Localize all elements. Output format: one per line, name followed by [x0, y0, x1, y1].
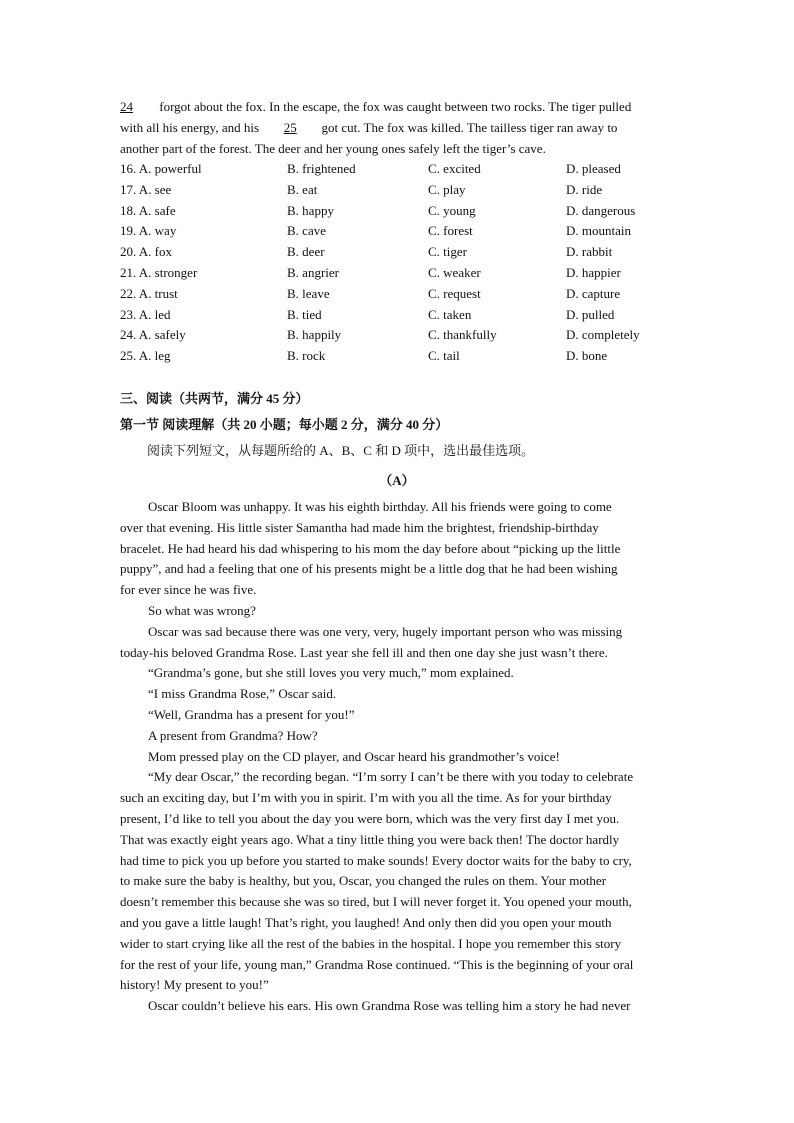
passage-line: So what was wrong? [148, 602, 256, 618]
option-row [120, 346, 680, 367]
option-choice: C. play [428, 181, 466, 197]
option-choice: B. cave [287, 223, 326, 239]
option-row [120, 325, 680, 346]
option-choice: B. eat [287, 181, 318, 197]
passage-line: and you gave a little laugh! That’s right, you laughed! And only then did you open your mouth [120, 914, 612, 930]
option-choice: C. young [428, 202, 476, 218]
intro-text: forgot about the fox. In the escape, the fox was caught between two rocks. The tiger pulled [159, 99, 632, 114]
passage-line: wider to start crying like all the rest of the babies in the hospital. I hope you remember this story [120, 935, 622, 951]
option-choice: D. happier [566, 264, 621, 280]
answer-options [120, 159, 680, 367]
option-choice: C. forest [428, 223, 473, 239]
passage-line: Mom pressed play on the CD player, and Oscar heard his grandmother’s voice! [148, 748, 560, 764]
option-choice: 25. A. leg [120, 348, 171, 364]
option-row [120, 284, 680, 305]
intro-line [120, 118, 680, 139]
option-choice: 20. A. fox [120, 244, 172, 260]
section-title: 三、阅读（共两节，满分 45 分） [120, 391, 309, 406]
intro-text: another part of the forest. The deer and her young ones safely left the tiger’s cave. [120, 140, 546, 156]
passage-line: “I miss Grandma Rose,” Oscar said. [148, 686, 337, 702]
passage-line: had time to pick you up before you started to make sounds! Every doctor waits for the baby to cry, [120, 852, 632, 868]
option-row [120, 221, 680, 242]
passage-line: bracelet. He had heard his dad whispering to his mom the day before about “picking up the little [120, 540, 621, 556]
option-choice: B. frightened [287, 161, 356, 176]
option-choice: B. deer [287, 244, 325, 260]
option-row [120, 180, 680, 201]
option-choice: C. request [428, 285, 481, 301]
option-choice: D. rabbit [566, 244, 613, 260]
option-choice: C. taken [428, 306, 472, 322]
option-row [120, 201, 680, 222]
passage-line: Oscar Bloom was unhappy. It was his eighth birthday. All his friends were going to come [148, 499, 612, 514]
blank-25: 25 [283, 119, 297, 135]
passage-line: That was exactly eight years ago. What a tiny little thing you were back then! The doctor hardly [120, 831, 620, 847]
option-choice: 17. A. see [120, 181, 172, 197]
passage-line: “Well, Grandma has a present for you!” [148, 706, 355, 722]
passage-line: today-his beloved Grandma Rose. Last year she fell ill and then one day she just wasn’t there. [120, 644, 608, 660]
option-choice: C. tiger [428, 244, 467, 260]
passage-line: present, I’d like to tell you about the day you were born, which was the very first day I met you. [120, 810, 620, 826]
intro-text: got cut. The fox was killed. The tailless tiger ran away to [321, 119, 618, 135]
option-choice: 21. A. stronger [120, 264, 198, 280]
option-choice: C. weaker [428, 264, 481, 280]
option-choice: B. rock [287, 348, 326, 364]
option-choice: D. bone [566, 348, 608, 364]
passage-line: “Grandma’s gone, but she still loves you very much,” mom explained. [148, 665, 514, 681]
option-choice: B. tied [287, 306, 322, 322]
passage-line: to make sure the baby is healthy, but you, Oscar, you changed the rules on them. Your mother [120, 873, 607, 889]
option-choice: D. completely [566, 327, 640, 343]
passage-line: puppy”, and had a feeling that one of his presents might be a little dog that he had been wishing [120, 561, 618, 577]
intro-line [120, 97, 680, 118]
option-row [120, 242, 680, 263]
option-choice: D. dangerous [566, 202, 636, 218]
reading-passage [120, 497, 680, 1017]
intro-text: with all his energy, and his [120, 119, 260, 135]
passage-line: over that evening. His little sister Samantha had made him the brightest, friendship-birthday [120, 519, 599, 535]
cloze-passage-ending [120, 97, 680, 159]
option-choice: D. ride [566, 181, 603, 197]
option-choice: 16. A. powerful [120, 161, 202, 176]
blank-24: 24 [120, 99, 133, 114]
option-choice: B. leave [287, 285, 330, 301]
intro-line [120, 139, 680, 160]
option-choice: 24. A. safely [120, 327, 186, 343]
passage-label: （A） [379, 473, 415, 488]
option-row [120, 263, 680, 284]
option-row [120, 159, 680, 180]
option-choice: D. mountain [566, 223, 631, 239]
passage-line: A present from Grandma? How? [148, 727, 318, 743]
option-choice: 18. A. safe [120, 202, 176, 218]
option-choice: D. capture [566, 285, 621, 301]
passage-line: “My dear Oscar,” the recording began. “I’m sorry I can’t be there with you today to celebrate [148, 769, 634, 785]
option-choice: C. thankfully [428, 327, 497, 343]
option-choice: B. happy [287, 202, 334, 218]
passage-line: Oscar couldn’t believe his ears. His own Grandma Rose was telling him a story he had never [148, 998, 631, 1014]
option-choice: B. angrier [287, 264, 339, 280]
option-choice: B. happily [287, 327, 342, 343]
instruction: 阅读下列短文，从每题所给的 A、B、C 和 D 项中，选出最佳选项。 [147, 443, 535, 458]
passage-line: for the rest of your life, young man,” Grandma Rose continued. “This is the beginning of your oral [120, 956, 634, 972]
option-row [120, 305, 680, 326]
passage-line: history! My present to you!” [120, 977, 269, 993]
passage-line: doesn’t remember this because she was so tired, but I will never forget it. You opened your mouth, [120, 894, 632, 910]
passage-line: for ever since he was five. [120, 582, 257, 598]
option-choice: C. excited [428, 161, 481, 176]
subsection-title: 第一节 阅读理解（共 20 小题；每小题 2 分，满分 40 分） [120, 417, 449, 432]
option-choice: D. pulled [566, 306, 615, 322]
option-choice: D. pleased [566, 161, 621, 176]
option-choice: 23. A. led [120, 306, 171, 322]
option-choice: 19. A. way [120, 223, 177, 239]
option-choice: C. tail [428, 348, 460, 364]
option-choice: 22. A. trust [120, 285, 178, 301]
passage-line: such an exciting day, but I’m with you in spirit. I’m with you all the time. As for your birthday [120, 790, 612, 806]
passage-line: Oscar was sad because there was one very, very, hugely important person who was missing [148, 623, 623, 639]
